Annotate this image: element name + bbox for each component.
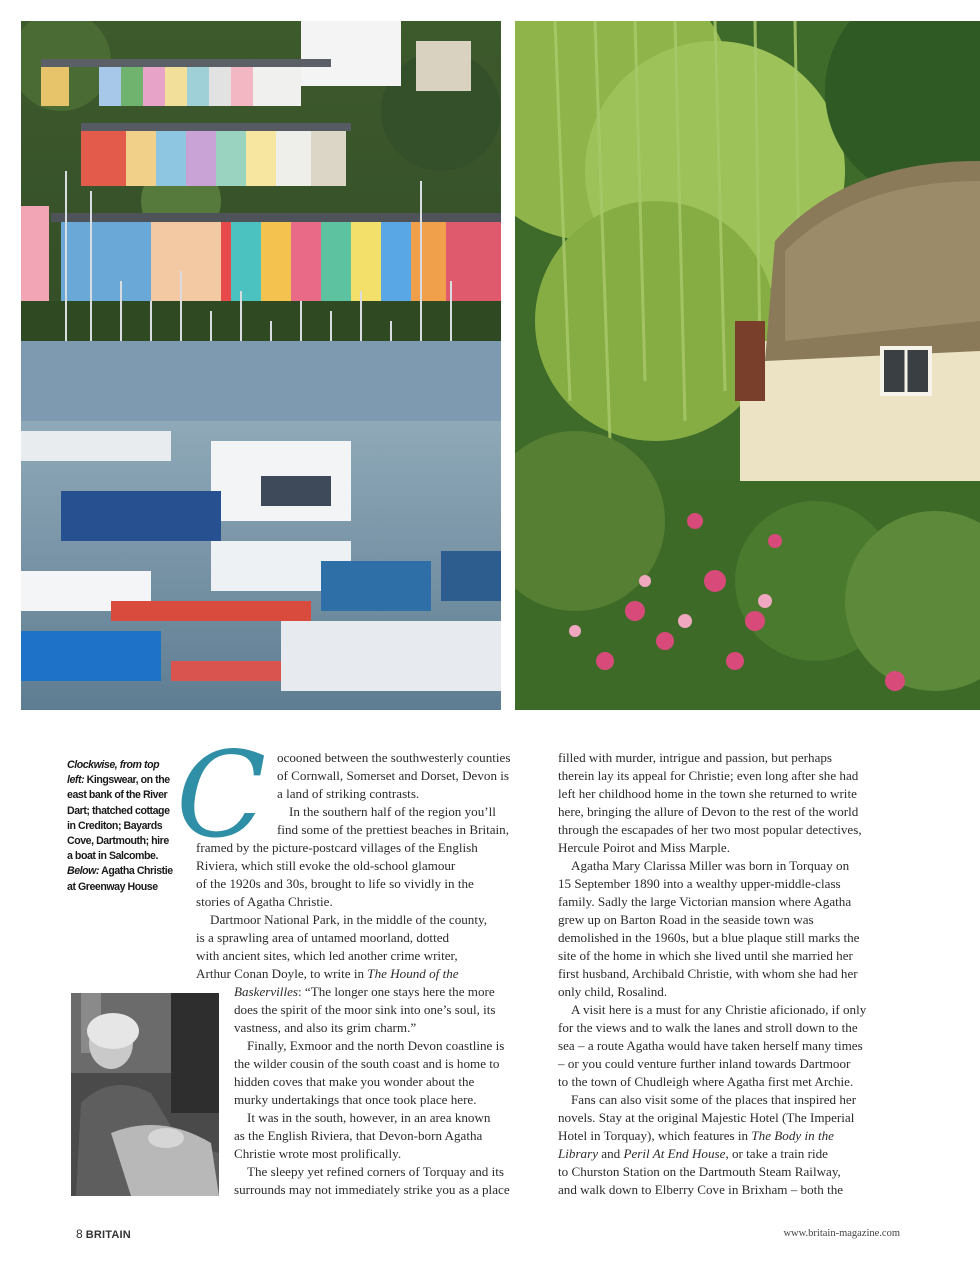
text-line [234,1001,496,1019]
text-run: and [598,1146,624,1161]
text-line [558,875,841,893]
photo-caption [67,758,175,895]
text-run: of Cornwall, Somerset and Dorset, Devon is [277,768,510,783]
text-line [558,803,858,821]
text-run: sea – a route Agatha would have taken herself many times [558,1038,863,1053]
text-line [558,1019,858,1037]
text-run: and walk down to Elberry Cove in Brixham – both the [558,1182,844,1197]
book-title: The Body in the [751,1128,834,1143]
text-run: vastness, and also its grim charm.” [234,1020,417,1035]
text-line [234,1055,499,1073]
text-run: Christie wrote most prolifically. [234,1146,402,1161]
text-line [558,1127,834,1145]
text-run: ocooned between the southwesterly counties [277,750,511,765]
text-run: A visit here is a must for any Christie aficionado, if only [571,1002,867,1017]
text-line [558,749,832,767]
text-line [558,821,862,839]
text-run: Hotel in Torquay), which features in [558,1128,752,1143]
caption-lead-clockwise: Clockwise, from top left: [67,759,160,787]
thatched-cottage-photo [515,21,980,710]
text-run: to the town of Chudleigh where Agatha first met Archie. [558,1074,854,1089]
text-run: does the spirit of the moor sink into one’s soul, its [234,1002,496,1017]
caption-lead-below: Below: [67,865,100,878]
text-line [558,911,814,929]
text-run: Finally, Exmoor and the north Devon coastline is [247,1038,505,1053]
text-run: therein lay its appeal for Christie; even long after she had [558,768,859,783]
text-line [558,1163,841,1181]
text-line [558,965,858,983]
text-line [234,983,495,1001]
text-line [277,785,419,803]
text-run: Arthur Conan Doyle, to write in [196,966,368,981]
text-run: with ancient sites, which led another crime writer, [196,948,458,963]
text-run: murky undertakings that once took place here. [234,1092,477,1107]
text-run: In the southern half of the region you’ll [289,804,496,819]
text-line [558,947,853,965]
text-line [196,839,478,857]
text-run: grew up on Barton Road in the seaside town was [558,912,814,927]
text-line [558,1181,843,1199]
page-folio [76,1227,131,1241]
text-line [234,1145,401,1163]
text-line [196,965,459,983]
text-run: as the English Riviera, that Devon-born Agatha [234,1128,483,1143]
agatha-christie-portrait-photo [71,993,219,1196]
text-run: demolished in the 1960s, but a blue plaque still marks the [558,930,860,945]
text-line [196,875,474,893]
text-run: site of the home in which she lived until she married her [558,948,853,963]
text-line [234,1091,477,1109]
text-run: hidden coves that make you wonder about the [234,1074,475,1089]
text-run: a land of striking contrasts. [277,786,420,801]
text-run: , or take a train ride [725,1146,828,1161]
text-run: Hercule Poirot and Miss Marple. [558,840,731,855]
text-run: Riviera, which still evoke the old-school glamour [196,858,456,873]
text-line [247,1037,504,1055]
text-line [571,857,849,875]
text-line [558,893,851,911]
text-line [558,1145,828,1163]
book-title: The Hound of the [367,966,459,981]
text-line [558,1109,854,1127]
text-run: left her childhood home in the town she returned to write [558,786,857,801]
text-line [558,1055,850,1073]
magazine-name: BRITAIN [85,1229,131,1241]
caption-text-photos: Kingswear, on the east bank of the River Dart; thatched cottage in Crediton; Bayards Cove, Dartmouth; hire a boat in Salcombe. [67,774,170,863]
text-line [571,1091,856,1109]
text-run: the wilder cousin of the south coast and is home to [234,1056,500,1071]
text-run: Agatha Mary Clarissa Miller was born in Torquay on [571,858,850,873]
text-run: It was in the south, however, in an area known [247,1110,491,1125]
text-run: to Churston Station on the Dartmouth Steam Railway, [558,1164,841,1179]
drop-cap: C [176,726,267,864]
text-line [558,1037,863,1055]
text-line [234,1181,510,1199]
text-run: Dartmoor National Park, in the middle of the county, [210,912,487,927]
text-run: through the escapades of her two most popular detectives, [558,822,862,837]
text-run: – or you could venture further inland towards Dartmoor [558,1056,851,1071]
website-url: www.britain-magazine.com [783,1228,900,1239]
caption-text-portrait: Agatha Christie at Greenway House [67,865,173,893]
text-run: of the 1920s and 30s, brought to life so vividly in the [196,876,474,891]
text-line [558,1073,853,1091]
text-line [558,785,857,803]
text-run: filled with murder, intrigue and passion, but perhaps [558,750,833,765]
text-run: family. Sadly the large Victorian mansion where Agatha [558,894,852,909]
text-line [247,1109,490,1127]
text-run: here, bringing the allure of Devon to the rest of the world [558,804,859,819]
text-line [558,929,859,947]
text-line [196,857,455,875]
text-line [196,947,458,965]
text-line [196,929,449,947]
text-run: framed by the picture-postcard villages of the English [196,840,478,855]
text-line [247,1163,504,1181]
book-title: Baskervilles [234,984,298,999]
text-run: for the views and to walk the lanes and stroll down to the [558,1020,858,1035]
text-line [571,1001,866,1019]
text-run: first husband, Archibald Christie, with whom she had her [558,966,858,981]
text-run: stories of Agatha Christie. [196,894,333,909]
text-line [234,1127,482,1145]
book-title: Library [558,1146,599,1161]
text-run: novels. Stay at the original Majestic Hotel (The Imperial [558,1110,855,1125]
text-line [558,983,667,1001]
text-line [277,749,510,767]
text-line [277,767,509,785]
text-run: surrounds may not immediately strike you as a place [234,1182,510,1197]
text-line [289,803,496,821]
text-line [210,911,487,929]
text-line [196,893,333,911]
page-number: 8 [76,1227,83,1241]
text-line [558,767,858,785]
text-run: only child, Rosalind. [558,984,668,999]
kingswear-harbour-photo [21,21,501,710]
text-line [277,821,509,839]
text-run: is a sprawling area of untamed moorland, dotted [196,930,450,945]
book-title: Peril At End House [623,1146,726,1161]
text-run: Fans can also visit some of the places that inspired her [571,1092,857,1107]
text-run: 15 September 1890 into a wealthy upper-middle-class [558,876,841,891]
text-run: The sleepy yet refined corners of Torquay and its [247,1164,504,1179]
text-line [234,1019,416,1037]
text-run: find some of the prettiest beaches in Britain, [277,822,509,837]
text-run: : “The longer one stays here the more [298,984,495,999]
text-line [558,839,730,857]
text-line [234,1073,474,1091]
